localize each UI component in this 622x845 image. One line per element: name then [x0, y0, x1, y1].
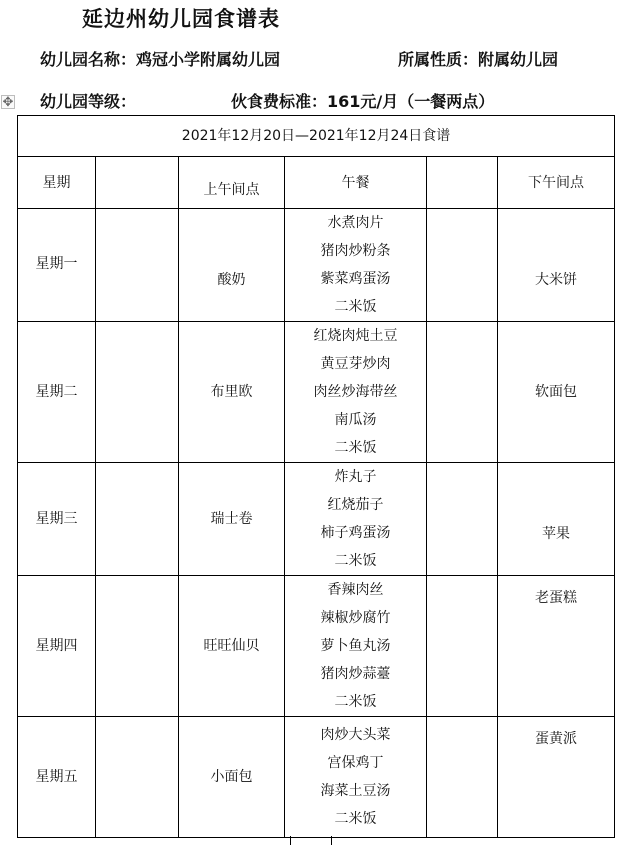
move-arrows-icon[interactable]: ✥: [2, 95, 14, 110]
kindergarten-name-label: 幼儿园名称：: [40, 50, 137, 69]
lunch-item: 宫保鸡丁: [327, 755, 384, 771]
fee-standard-line: [231, 89, 494, 112]
fee-standard-value: 161元/月（一餐两点）: [327, 92, 495, 111]
kindergarten-nature-line: [398, 47, 558, 70]
afternoon-snack-cell: 苹果: [498, 463, 615, 576]
lunch-item: 肉炒大头菜: [320, 727, 391, 743]
page-title: 延边州幼儿园食谱表: [82, 7, 280, 31]
menu-period-row: [18, 116, 615, 157]
lunch-cell: [285, 322, 427, 463]
lunch-item: 猪肉炒蒜薹: [320, 666, 391, 682]
table-row: [18, 717, 615, 838]
lunch-item: 二米饭: [334, 811, 377, 827]
table-row: [18, 576, 615, 717]
lunch-item: 肉丝炒海带丝: [313, 384, 398, 400]
day-cell: 星期一: [18, 209, 96, 322]
morning-snack-cell: 小面包: [179, 717, 285, 838]
menu-period: 2021年12月20日—2021年12月24日食谱: [18, 116, 615, 157]
morning-snack-cell: 布里欧: [179, 322, 285, 463]
header-row: [18, 157, 615, 209]
lunch-item: 香辣肉丝: [327, 582, 384, 598]
blank-cell: [96, 576, 179, 717]
lunch-item: 二米饭: [334, 553, 377, 569]
lunch-item: 炸丸子: [334, 469, 377, 485]
lunch-item: 萝卜鱼丸汤: [320, 638, 391, 654]
lunch-item: 海菜土豆汤: [320, 783, 391, 799]
lunch-item: 红烧茄子: [327, 497, 384, 513]
blank-cell: [96, 717, 179, 838]
kindergarten-name-value: 鸡冠小学附属幼儿园: [136, 50, 281, 69]
morning-snack-cell: 旺旺仙贝: [179, 576, 285, 717]
lunch-item: 水煮肉片: [327, 215, 384, 231]
fee-standard-label: 伙食费标准：: [231, 92, 328, 111]
afternoon-snack-cell: 软面包: [498, 322, 615, 463]
afternoon-snack-cell: 大米饼: [498, 209, 615, 322]
blank-cell: [96, 463, 179, 576]
day-cell: 星期三: [18, 463, 96, 576]
header-blank-2: [427, 157, 498, 209]
blank-cell: [427, 322, 498, 463]
lunch-item: 二米饭: [334, 440, 377, 456]
lunch-cell: [285, 576, 427, 717]
header-afternoon-snack: 下午间点: [498, 157, 615, 209]
table-continuation-edge: [290, 836, 332, 845]
header-day: 星期: [18, 157, 96, 209]
blank-cell: [96, 209, 179, 322]
table-row: [18, 463, 615, 576]
blank-cell: [427, 463, 498, 576]
header-blank-1: [96, 157, 179, 209]
header-lunch: 午餐: [285, 157, 427, 209]
afternoon-snack-cell: 老蛋糕: [498, 576, 615, 717]
lunch-item: 柿子鸡蛋汤: [320, 525, 391, 541]
lunch-item: 猪肉炒粉条: [320, 243, 391, 259]
day-cell: 星期四: [18, 576, 96, 717]
lunch-item: 二米饭: [334, 694, 377, 710]
morning-snack-cell: 瑞士卷: [179, 463, 285, 576]
lunch-item: 二米饭: [334, 299, 377, 315]
lunch-item: 黄豆芽炒肉: [320, 356, 391, 372]
kindergarten-nature-label: 所属性质：: [398, 50, 479, 69]
kindergarten-grade-label: 幼儿园等级：: [40, 92, 137, 111]
blank-cell: [427, 209, 498, 322]
afternoon-snack-cell: 蛋黄派: [498, 717, 615, 838]
lunch-item: 红烧肉炖土豆: [313, 328, 398, 344]
day-cell: 星期二: [18, 322, 96, 463]
kindergarten-nature-value: 附属幼儿园: [478, 50, 559, 69]
morning-snack-cell: 酸奶: [179, 209, 285, 322]
lunch-item: 南瓜汤: [334, 412, 377, 428]
menu-table: [17, 115, 615, 838]
lunch-cell: [285, 717, 427, 838]
lunch-cell: [285, 463, 427, 576]
blank-cell: [96, 322, 179, 463]
lunch-item: 紫菜鸡蛋汤: [320, 271, 391, 287]
table-row: [18, 209, 615, 322]
day-cell: 星期五: [18, 717, 96, 838]
table-row: [18, 322, 615, 463]
blank-cell: [427, 576, 498, 717]
lunch-item: 辣椒炒腐竹: [320, 610, 391, 626]
blank-cell: [427, 717, 498, 838]
lunch-cell: [285, 209, 427, 322]
header-morning-snack: 上午间点: [179, 157, 285, 209]
kindergarten-name-line: [40, 47, 280, 70]
